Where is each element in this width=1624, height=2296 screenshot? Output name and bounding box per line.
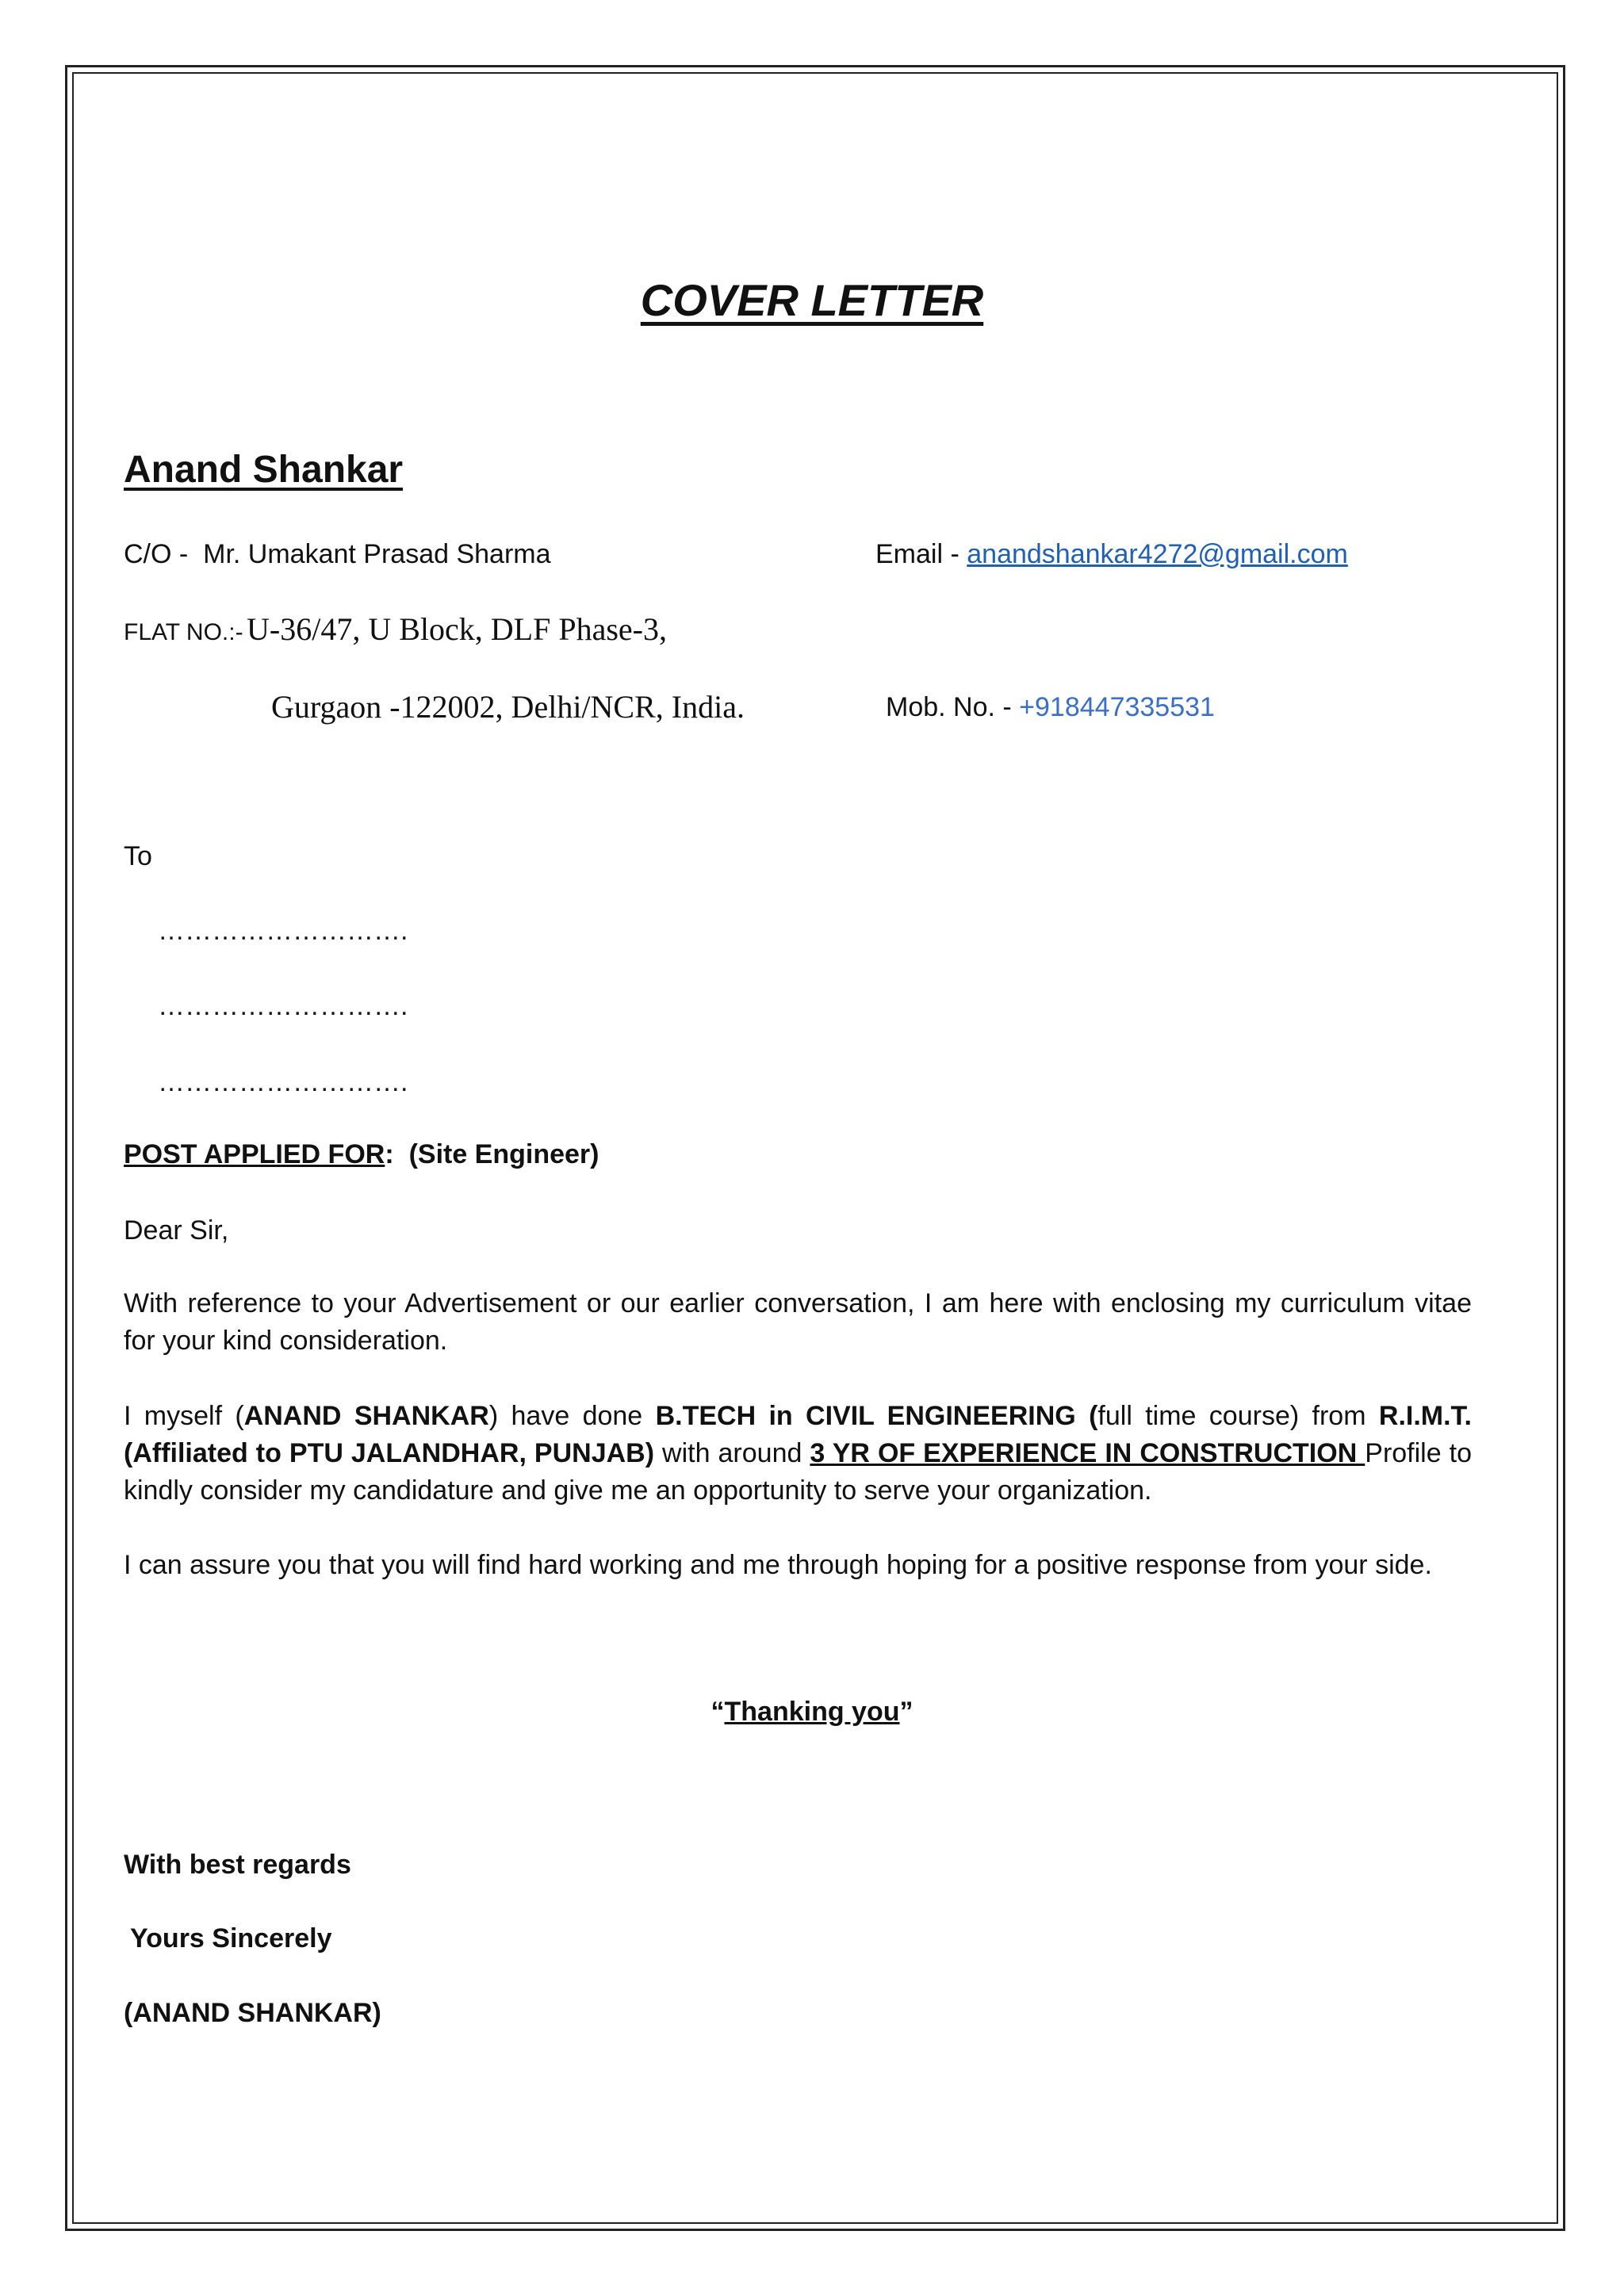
care-of-line [124,539,551,570]
recipient-line: ………………………. [158,916,408,946]
text-span: Profile to kindly consider my candidature and give me an opportunity to serve your organization. [124,1438,1473,1506]
thanking-text: Thanking you [724,1697,900,1727]
yours-sincerely: Yours Sincerely [130,1923,332,1954]
city-line: Gurgaon -122002, Delhi/NCR, India. [271,689,745,725]
signature: (ANAND SHANKAR) [124,1998,381,2028]
text-span: ) from [1289,1401,1379,1431]
text-span: ) have done [488,1401,656,1431]
page-title: COVER LETTER [640,275,984,325]
experience: 3 YR OF EXPERIENCE IN CONSTRUCTION [810,1438,1365,1468]
email-link[interactable]: anandshankar4272@gmail.com [967,539,1348,569]
paragraph-qualification [124,1398,1472,1510]
thanking-line [0,1697,1624,1728]
post-applied-label: POST APPLIED FOR [124,1139,385,1169]
to-label: To [124,841,152,871]
affiliation: Affiliated to PTU JALANDHAR, PUNJAB) [132,1438,655,1468]
regards: With best regards [124,1850,351,1880]
open-quote: “ [710,1697,725,1727]
recipient-line: ………………………. [158,1067,408,1097]
mobile-number: +918447335531 [1019,692,1215,722]
flat-line [124,610,667,648]
text-span: ( [124,1438,133,1468]
salutation: Dear Sir, [124,1215,229,1246]
care-of-name: Mr. Umakant Prasad Sharma [203,539,551,569]
text-span: with around [654,1438,810,1468]
post-applied-colon: : [385,1139,394,1169]
care-of-label: C/O - [124,539,189,569]
flat-label: FLAT NO.:- [124,619,243,645]
post-applied-value: (Site Engineer) [408,1139,599,1169]
close-quote: ” [899,1697,914,1727]
mobile-label: Mob. No. - [886,692,1012,722]
paragraph-reference: With reference to your Advertisement or our earlier conversation, I am here with enclosing my curriculum vitae for your kind consideration. [124,1288,1472,1356]
flat-value: U-36/47, U Block, DLF Phase-3, [247,611,667,647]
paragraph-assurance: I can assure you that you will find hard working and me through hoping for a positive response from your side. [124,1550,1432,1580]
degree: B.TECH in CIVIL ENGINEERING [655,1401,1076,1431]
email-label: Email - [875,539,959,569]
text-span: ( [1075,1401,1098,1431]
email-line [875,539,1348,570]
recipient-line: ………………………. [158,991,408,1021]
text-span: I myself ( [124,1401,244,1431]
course-type: full time course [1097,1401,1290,1431]
mobile-line [886,692,1215,723]
applicant-name-bold: ANAND SHANKAR [243,1401,489,1431]
applicant-name: Anand Shankar [124,449,404,491]
college: R.I.M.T. [1378,1401,1472,1431]
post-applied-line [124,1139,599,1170]
